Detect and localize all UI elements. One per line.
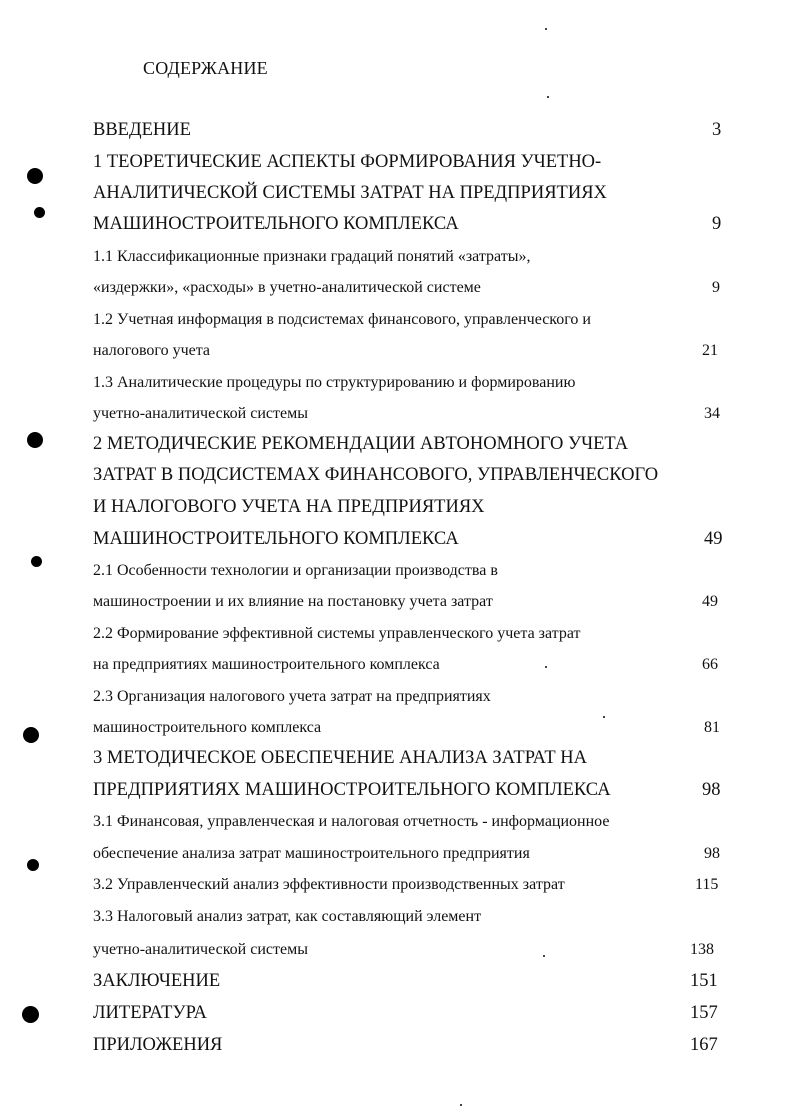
toc-page-number: 21 <box>702 342 718 359</box>
toc-line <box>0 562 794 590</box>
toc-line <box>0 593 794 621</box>
toc-entry-text: МАШИНОСТРОИТЕЛЬНОГО КОМПЛЕКСА <box>93 529 459 549</box>
toc-entry-text: машиностроении и их влияние на постановку учета затрат <box>93 593 493 610</box>
toc-entry-text: ПРЕДПРИЯТИЯХ МАШИНОСТРОИТЕЛЬНОГО КОМПЛЕКСА <box>93 780 611 800</box>
toc-entry-text: машиностроительного комплекса <box>93 719 322 736</box>
toc-line <box>0 405 794 433</box>
toc-entry-text: на предприятиях машиностроительного комплекса <box>93 656 440 673</box>
toc-entry-text: 3.1 Финансовая, управленческая и налоговая отчетность - информационное <box>93 813 610 830</box>
toc-line <box>0 688 794 716</box>
toc-entry-text: 2 МЕТОДИЧЕСКИЕ РЕКОМЕНДАЦИИ АВТОНОМНОГО УЧЕТА <box>93 434 629 454</box>
toc-entry-text: обеспечение анализа затрат машиностроительного предприятия <box>93 845 530 862</box>
toc-entry-text: И НАЛОГОВОГО УЧЕТА НА ПРЕДПРИЯТИЯХ <box>93 497 485 517</box>
toc-entry-text: 3.3 Налоговый анализ затрат, как составляющий элемент <box>93 908 482 925</box>
toc-line <box>0 374 794 402</box>
toc-entry-text: ЗАКЛЮЧЕНИЕ <box>93 971 221 991</box>
toc-title: СОДЕРЖАНИЕ <box>143 58 268 78</box>
toc-entry-text: АНАЛИТИЧЕСКОЙ СИСТЕМЫ ЗАТРАТ НА ПРЕДПРИЯТИЯХ <box>93 183 607 203</box>
punch-hole <box>23 727 39 743</box>
toc-line <box>0 908 794 936</box>
toc-line <box>0 248 794 276</box>
punch-hole <box>27 432 43 448</box>
toc-page-number: 151 <box>690 971 718 991</box>
scan-speck <box>547 96 549 98</box>
toc-entry-text: 2.1 Особенности технологии и организации производства в <box>93 562 498 579</box>
toc-line <box>0 311 794 339</box>
toc-line <box>0 625 794 653</box>
toc-entry-text: 1.1 Классификационные признаки градаций понятий «затраты», <box>93 248 531 265</box>
toc-entry-text: 1 ТЕОРЕТИЧЕСКИЕ АСПЕКТЫ ФОРМИРОВАНИЯ УЧЕТНО- <box>93 152 602 172</box>
toc-page-number: 138 <box>690 941 714 958</box>
punch-hole <box>34 207 45 218</box>
toc-entry-text: 1.2 Учетная информация в подсистемах финансового, управленческого и <box>93 311 591 328</box>
toc-line <box>0 971 794 999</box>
toc-entry-text: ЛИТЕРАТУРА <box>93 1003 207 1023</box>
toc-page-number: 81 <box>704 719 720 736</box>
toc-page-number: 98 <box>702 780 721 800</box>
punch-hole <box>27 859 39 871</box>
toc-page-number: 9 <box>712 214 722 234</box>
toc-entry-text: 1.3 Аналитические процедуры по структурированию и формированию <box>93 374 576 391</box>
punch-hole <box>27 168 43 184</box>
punch-hole <box>22 1006 39 1023</box>
toc-page-number: 157 <box>690 1003 718 1023</box>
toc-entry-text: ПРИЛОЖЕНИЯ <box>93 1035 223 1055</box>
toc-page-number: 115 <box>695 876 719 893</box>
toc-line <box>0 152 794 180</box>
toc-line <box>0 342 794 370</box>
toc-entry-text: МАШИНОСТРОИТЕЛЬНОГО КОМПЛЕКСА <box>93 214 459 234</box>
toc-line <box>0 279 794 307</box>
toc-line <box>0 120 794 148</box>
toc-page-number: 34 <box>704 405 720 422</box>
toc-page-number: 3 <box>712 120 722 140</box>
toc-page-number: 98 <box>704 845 720 862</box>
toc-entry-text: ЗАТРАТ В ПОДСИСТЕМАХ ФИНАНСОВОГО, УПРАВЛЕНЧЕСКОГО <box>93 465 659 485</box>
toc-line <box>0 876 794 904</box>
toc-line <box>0 1003 794 1031</box>
scan-speck <box>543 955 545 957</box>
punch-hole <box>31 556 42 567</box>
toc-page-number: 167 <box>690 1035 718 1055</box>
toc-line <box>0 465 794 493</box>
toc-entry-text: 3 МЕТОДИЧЕСКОЕ ОБЕСПЕЧЕНИЕ АНАЛИЗА ЗАТРАТ НА <box>93 748 588 768</box>
toc-line <box>0 845 794 873</box>
toc-page-number: 49 <box>704 529 723 549</box>
toc-entry-text: ВВЕДЕНИЕ <box>93 120 191 140</box>
toc-line <box>0 719 794 747</box>
toc-entry-text: «издержки», «расходы» в учетно-аналитической системе <box>93 279 481 296</box>
toc-page-number: 49 <box>702 593 718 610</box>
toc-line <box>0 1035 794 1063</box>
scan-speck <box>545 28 547 30</box>
toc-line <box>0 813 794 841</box>
toc-page-number: 9 <box>712 279 720 296</box>
toc-line <box>0 780 794 808</box>
toc-line <box>0 434 794 462</box>
scan-speck <box>545 666 547 668</box>
toc-line <box>0 656 794 684</box>
toc-entry-text: 2.3 Организация налогового учета затрат на предприятиях <box>93 688 491 705</box>
toc-line <box>0 529 794 557</box>
toc-entry-text: 2.2 Формирование эффективной системы управленческого учета затрат <box>93 625 581 642</box>
toc-page-number: 66 <box>702 656 718 673</box>
toc-entry-text: учетно-аналитической системы <box>93 405 308 422</box>
toc-line <box>0 941 794 969</box>
toc-line <box>0 214 794 242</box>
toc-entry-text: учетно-аналитической системы <box>93 941 308 958</box>
toc-line <box>0 497 794 525</box>
toc-entry-text: 3.2 Управленческий анализ эффективности производственных затрат <box>93 876 565 893</box>
scan-speck <box>603 716 605 718</box>
toc-line <box>0 183 794 211</box>
toc-line <box>0 748 794 776</box>
scan-speck <box>460 1104 462 1106</box>
toc-entry-text: налогового учета <box>93 342 210 359</box>
